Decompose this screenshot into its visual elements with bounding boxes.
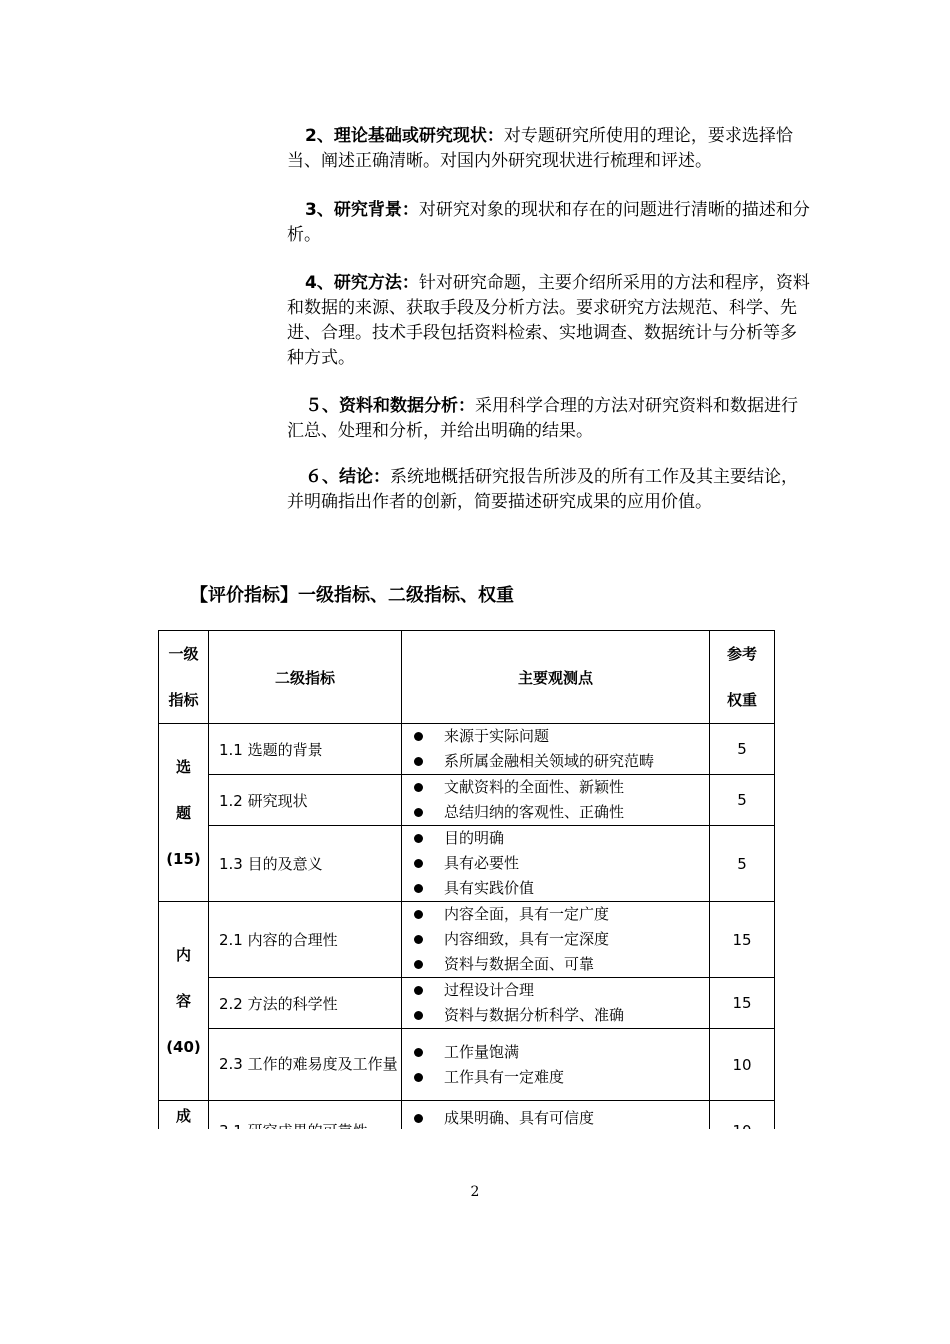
header-weight bbox=[710, 631, 775, 724]
group-label-topic bbox=[159, 724, 209, 902]
table-row bbox=[159, 775, 775, 826]
table-heading: 【评价指标】一级指标、二级指标、权重 bbox=[190, 585, 514, 606]
row-name: 1.3 目的及意义 bbox=[209, 826, 402, 902]
header-level1 bbox=[159, 631, 209, 724]
row-name: 2.2 方法的科学性 bbox=[209, 978, 402, 1029]
row-points bbox=[402, 724, 710, 775]
group-char: 成 bbox=[175, 1107, 191, 1125]
section-text: 采用科学合理的方法对研究资料和数据进行汇总、处理和分析，并给出明确的结果。 bbox=[287, 396, 798, 441]
group-char: 题 bbox=[175, 803, 191, 822]
table-row bbox=[159, 1029, 775, 1101]
group-char: 选 bbox=[175, 757, 191, 776]
table-row bbox=[159, 826, 775, 902]
table-row bbox=[159, 978, 775, 1029]
point-item: 成果明确、具有可信度 bbox=[414, 1106, 709, 1131]
section-text: 对研究对象的现状和存在的问题进行清晰的描述和分析。 bbox=[287, 200, 810, 245]
header-points: 主要观测点 bbox=[402, 631, 710, 724]
row-weight: 10 bbox=[710, 1029, 775, 1101]
row-name: 1.2 研究现状 bbox=[209, 775, 402, 826]
group-char: 内 bbox=[175, 946, 191, 964]
row-points bbox=[402, 1029, 710, 1101]
point-item: 内容全面，具有一定广度 bbox=[414, 902, 709, 927]
section-label: ５、资料和数据分析： bbox=[305, 396, 475, 416]
page-number: 2 bbox=[470, 1184, 480, 1200]
page-break-mask bbox=[150, 1129, 790, 1189]
group-score: (40) bbox=[166, 1038, 201, 1056]
row-weight: 5 bbox=[710, 724, 775, 775]
section-label: 2、理论基础或研究现状： bbox=[305, 126, 504, 146]
section-label: 3、研究背景： bbox=[305, 200, 419, 220]
point-item: 来源于实际问题 bbox=[414, 724, 709, 749]
table-row bbox=[159, 902, 775, 978]
table-row bbox=[159, 724, 775, 775]
row-points bbox=[402, 978, 710, 1029]
group-score: (15) bbox=[166, 849, 201, 868]
header-level2: 二级指标 bbox=[209, 631, 402, 724]
row-points bbox=[402, 775, 710, 826]
point-item: 目的明确 bbox=[414, 826, 709, 851]
section-text: 系统地概括研究报告所涉及的所有工作及其主要结论，并明确指出作者的创新，简要描述研究成果的应用价值。 bbox=[287, 467, 798, 512]
point-item: 具有必要性 bbox=[414, 851, 709, 876]
header-level1-line2: 指标 bbox=[168, 691, 199, 709]
section-conclusion bbox=[287, 465, 812, 515]
row-weight: 15 bbox=[710, 978, 775, 1029]
group-label-content bbox=[159, 902, 209, 1101]
point-item: 文献资料的全面性、新颖性 bbox=[414, 775, 709, 800]
section-background bbox=[287, 198, 812, 248]
row-name: 2.3 工作的难易度及工作量 bbox=[209, 1029, 402, 1101]
point-item: 系所属金融相关领域的研究范畴 bbox=[414, 749, 709, 774]
point-item: 工作量饱满 bbox=[414, 1040, 709, 1065]
section-method bbox=[287, 271, 812, 371]
section-label: ６、结论： bbox=[305, 467, 390, 487]
section-theory bbox=[287, 124, 812, 174]
point-item: 资料与数据全面、可靠 bbox=[414, 952, 709, 977]
row-weight: 5 bbox=[710, 826, 775, 902]
section-data-analysis bbox=[287, 394, 812, 444]
section-label: 4、研究方法： bbox=[305, 273, 419, 293]
point-item: 工作具有一定难度 bbox=[414, 1065, 709, 1090]
point-item: 过程设计合理 bbox=[414, 978, 709, 1003]
header-weight-line2: 权重 bbox=[726, 691, 757, 709]
point-item: 资料与数据分析科学、准确 bbox=[414, 1003, 709, 1028]
row-weight: 5 bbox=[710, 775, 775, 826]
point-item: 具有实践价值 bbox=[414, 876, 709, 901]
point-item: 内容细致，具有一定深度 bbox=[414, 927, 709, 952]
row-points bbox=[402, 826, 710, 902]
evaluation-table bbox=[158, 630, 775, 1161]
row-weight: 15 bbox=[710, 902, 775, 978]
section-text: 对专题研究所使用的理论，要求选择恰当、阐述正确清晰。对国内外研究现状进行梳理和评述。 bbox=[287, 126, 793, 171]
header-weight-line1: 参考 bbox=[726, 645, 757, 663]
row-name: 2.1 内容的合理性 bbox=[209, 902, 402, 978]
table-header-row bbox=[159, 631, 775, 724]
point-item: 总结归纳的客观性、正确性 bbox=[414, 800, 709, 825]
row-points bbox=[402, 902, 710, 978]
row-name: 1.1 选题的背景 bbox=[209, 724, 402, 775]
header-level1-line1: 一级 bbox=[168, 645, 199, 663]
group-char: 容 bbox=[175, 992, 191, 1010]
section-text: 针对研究命题，主要介绍所采用的方法和程序，资料和数据的来源、获取手段及分析方法。要求研究方法规范、科学、先进、合理。技术手段包括资料检索、实地调查、数据统计与分析等多种方式。 bbox=[287, 273, 810, 368]
